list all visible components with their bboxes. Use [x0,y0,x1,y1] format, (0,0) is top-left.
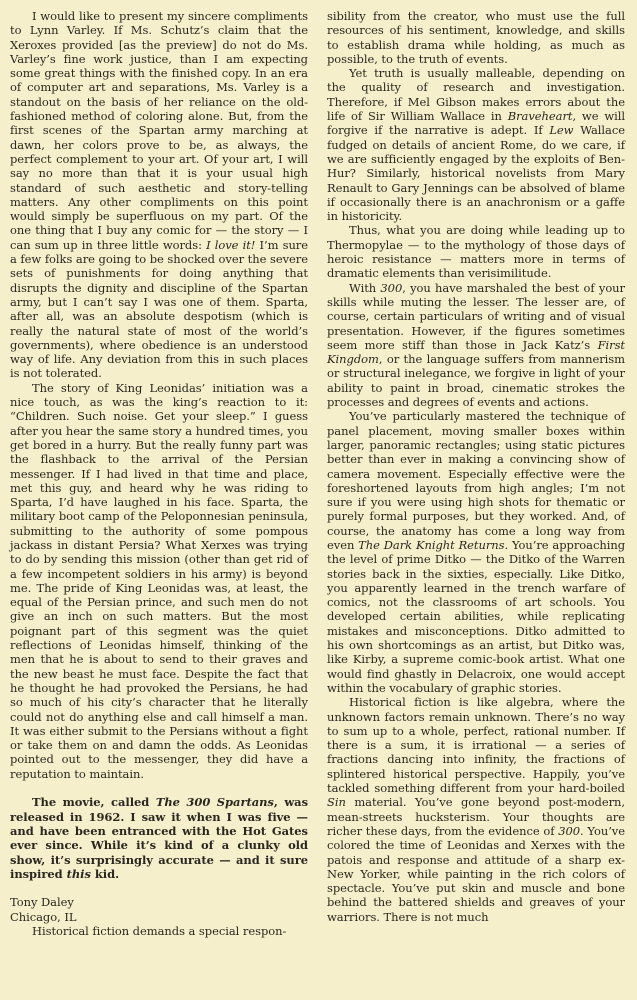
text-run: Thus, what you are doing while leading up to Thermopylae — to the mythology of those days of heroic resistance — matters more in terms of dramatic elements than verisimilitude. [327,223,625,281]
text-run: First Kingdom [327,337,625,367]
text-run: Historical fiction is like algebra, where the unknown factors remain unknown. There’s no way to sum up to a whole, perfect, rational number. If there is a sum, it is irrational — a series of fractions dancing into infinity, the fractions of splintered historical perspective. Happily, you’ve tackled something different from your hard-boiled [327,695,625,796]
paragraph [10,9,308,381]
text-run: Braveheart [507,109,573,124]
paragraph [327,281,625,410]
text-run: The story of King Leonidas’ initiation was a nice touch, as was the king’s reaction to it: “Children. Such noise. Get your sleep.” I guess after you hear the same story a hundred times, you get bored in a hurry. But the really funny part was the flashback to the arrival of the Persian messenger. If I had lived in that time and place, met this guy, and heard why he was riding to Sparta, I’d have laughed in his face. Sparta, the military boot camp of the Peloponnesian peninsula, submitting to the authority of some pompous jackass in distant Persia? What Xerxes was trying to do by sending this mission (other than get rid of a few incompetent soldiers in his army) is beyond me. The pride of King Leonidas was, at least, the equal of the Persian prince, and such men do not give an inch on such matters. But the most poignant part of this segment was the quiet reflections of Leonidas himself, thinking of the men that he is about to send to their graves and the new beast he must face. Despite the fact that he thought he had provoked the Persians, he had so much of his city’s character that he literally could not do anything else and call himself a man. It was either submit to the Persians without a fight or take them on and damn the odds. As Leonidas pointed out to the messenger, they did have a reputation to maintain. [10,380,308,781]
text-run: Sin [327,795,346,810]
text-run: Wallace fudged on details of ancient Rome, do we care, if we are sufficiently engaged by the exploits of Ben-Hur? Similarly, historical novelists from Mary Renault to Gary Jennings can be absolved of blame if occasionally there is an anachronism or a gaffe in historicity. [327,123,625,224]
left-column [10,9,308,1000]
text-run: You’ve particularly mastered the technique of panel placement, moving smaller boxes within larger, panoramic rectangles; using static pictures better than ever in making a convincing show of camera movement. Especially effective were the foreshortened layouts from high angles; I’m not sure if you were using high shots for thematic or purely formal purposes, but they worked. And, of course, the anatomy has come a long way from even [327,409,625,552]
paragraph [10,910,308,924]
text-run: . You’re approaching the level of prime Ditko — the Ditko of the Warren stories back in the sixties, especially. Like Ditko, you apparently learned in the trench warfare of comics, not the classrooms of art schools. You developed certain abilities, while replicating mistakes and misconceptions. Ditko admitted to his own shortcomings as an artist, but Ditko was, like Kirby, a supreme comic-book artist. What one would find ghastly in Delacroix, one would accept within the vocabulary of graphic stories. [327,537,626,695]
paragraph [327,223,625,280]
text-run: . You’ve colored the time of Leonidas and Xerxes with the patois and response and attitude of a sharp ex-New Yorker, while painting in the rich colors of spectacle. You’ve put skin and muscle and bone behind the battered shields and greaves of your warriors. There is not much [327,823,625,924]
text-run: Lew [549,123,574,138]
text-run: , you have marshaled the best of your skills while muting the lesser. The lesser are, of course, certain particulars of writing and of visual presentation. However, if the figures sometimes seem more stiff than those in Jack Katz’s [327,280,625,352]
paragraph [10,795,308,881]
text-run: , we will forgive if the narrative is adept. If [327,109,625,138]
text-run: The 300 Spartans [155,795,274,810]
paragraph [327,9,625,66]
text-run: sibility from the creator, who must use the full resources of his sentiment, knowledge, and skills to establish drama while holding, as much as possible, to the truth of events. [327,9,625,66]
text-run: Tony Daley [10,895,74,910]
text-run: kid. [90,866,120,881]
text-run: With [349,280,381,295]
text-run: I would like to present my sincere compliments to Lynn Varley. If Ms. Schutz’s claim that the Xeroxes provided [as the preview] do not do Ms. Varley’s fine work justice, than I am expecting some great things with the finished copy. In an era of computer art and separations, Ms. Varley is a standout on the basis of her reliance on the old-fashioned method of coloring alone. But, from the first scenes of the Spartan army marching at dawn, her colors prove to be, as always, the perfect complement to your art. Of your art, I will say no more than that it is your usual high standard of such aesthetic and story-telling matters. Any other compliments on this point would simply be superfluous on my part. Of the one thing that I buy any comic for — the story — I can sum up in three little words: [10,9,308,252]
text-run: this [66,866,91,881]
paragraph [10,924,308,938]
text-run: Yet truth is usually malleable, depending on the quality of research and investigation. Therefore, if Mel Gibson makes errors about the life of Sir William Wallace in [327,66,625,124]
right-column [327,9,625,1000]
text-run: Chicago, IL [10,909,77,924]
text-run: The Dark Knight Returns [358,537,505,552]
text-run: , was released in 1962. I saw it when I was five — and have been entranced with the Hot Gates ever since. While it’s kind of a clunky old show, it’s surprisingly accurate — and it sure inspired [10,795,309,881]
paragraph [327,695,625,924]
paragraph [10,895,308,909]
paragraph [10,381,308,781]
paragraph [327,66,625,223]
text-run: I love it! [206,237,256,252]
text-run: I’m sure a few folks are going to be shocked over the severe sets of punishments for doing anything that disrupts the dignity and discipline of the Spartan army, but I can’t say I was one of them. Sparta, after all, was an absolute despotism (which is really the natural state of most of the world’s governments), where obedience is an understood way of life. Any deviation from this in such places is not tolerated. [10,237,309,381]
text-run: 300 [558,823,581,838]
text-run: , or the language suffers from mannerism or structural inelegance, we forgive in light of your ability to paint in broad, cinematic strokes the processes and degrees of events and actions. [327,352,625,410]
text-run: The movie, called [32,795,156,810]
text-run: Historical fiction demands a special respon- [32,924,287,938]
text-run: material. You’ve gone beyond post-modern, mean-streets hucksterism. Your thoughts are richer these days, from the evidence of [327,795,625,838]
paragraph [327,409,625,695]
text-run: 300 [380,280,403,295]
